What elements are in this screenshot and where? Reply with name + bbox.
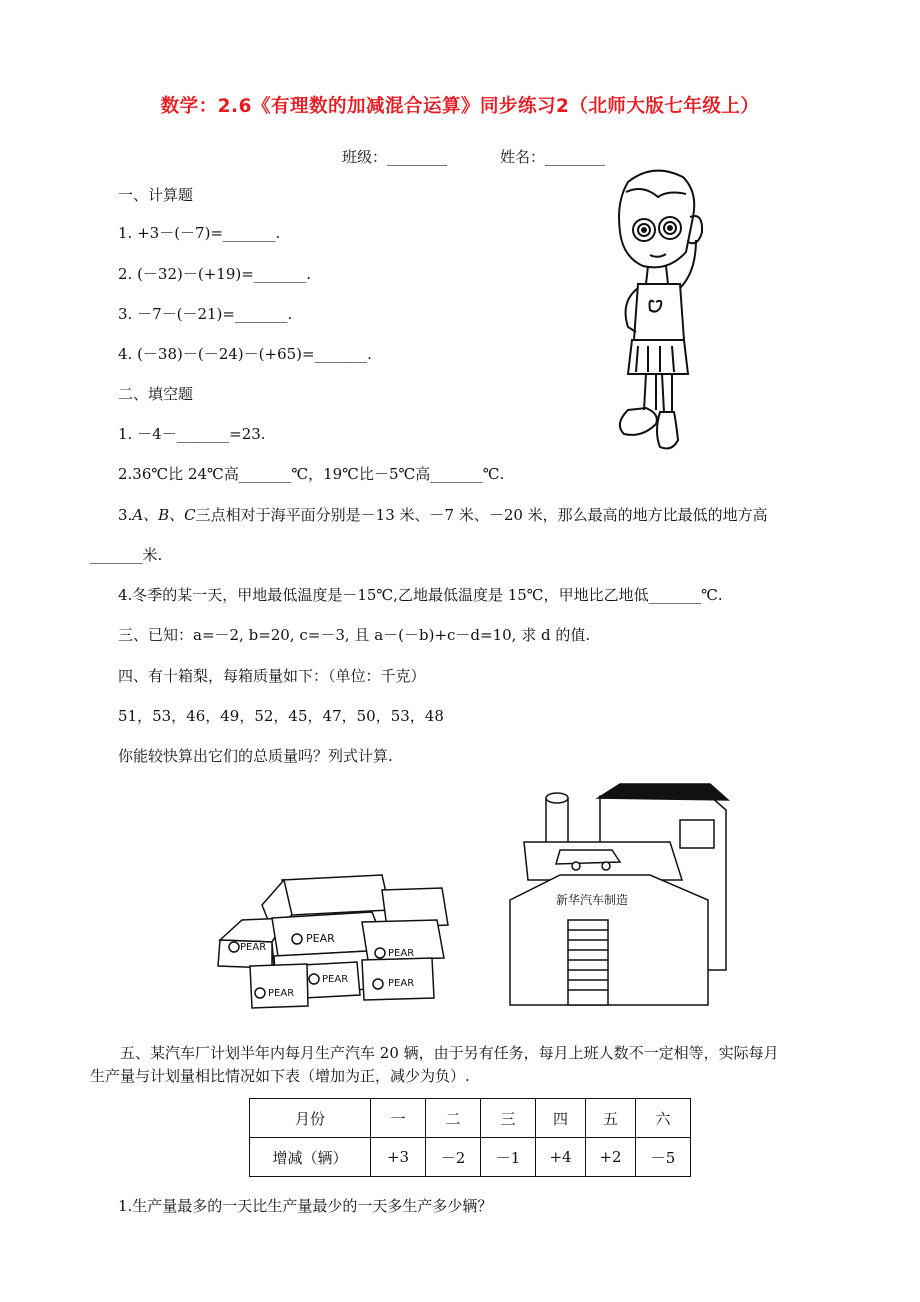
section-4-heading: 四、有十箱梨，每箱质量如下：（单位：千克） [118, 667, 426, 685]
pear-box-label: PEAR [240, 942, 267, 953]
table-value: +3 [371, 1138, 426, 1177]
table-month: 五 [586, 1099, 636, 1138]
table-month: 三 [481, 1099, 536, 1138]
table-value: －5 [636, 1138, 691, 1177]
table-month: 六 [636, 1099, 691, 1138]
table-value: －2 [426, 1138, 481, 1177]
section-4-question: 你能较快算出它们的总质量吗？列式计算. [118, 747, 393, 765]
section-5-heading: 五、某汽车厂计划半年内每月生产汽车 20 辆，由于另有任务，每月上班人数不一定相等，实际每月 [120, 1044, 779, 1062]
question-1-3: 3. －7－(－21)=_______. [118, 305, 293, 323]
question-1-4: 4. (－38)－(－24)－(+65)=_______. [118, 345, 372, 363]
girl-illustration [598, 162, 708, 462]
table-month: 四 [536, 1099, 586, 1138]
table-month: 二 [426, 1099, 481, 1138]
page-title: 数学：2.6《有理数的加减混合运算》同步练习2（北师大版七年级上） [160, 96, 760, 117]
section-5-question-1: 1.生产量最多的一天比生产量最少的一天多生产多少辆？ [118, 1197, 493, 1215]
question-2-2: 2.36℃比 24℃高_______℃，19℃比－5℃高_______℃. [118, 465, 505, 483]
pear-box-label: PEAR [388, 978, 415, 989]
pear-boxes-illustration [212, 870, 462, 1010]
question-2-4: 4.冬季的某一天，甲地最低温度是－15℃,乙地最低温度是 15℃，甲地比乙地低_______℃. [118, 586, 723, 604]
factory-illustration [500, 780, 750, 1010]
question-2-3: 3.A、B、C三点相对于海平面分别是－13 米、－7 米、－20 米，那么最高的地方比最低的地方高 [118, 506, 768, 524]
table-row [250, 1099, 691, 1138]
section-2-heading: 二、填空题 [118, 385, 194, 403]
name-field: 姓名：________ [500, 148, 606, 166]
table-month: 一 [371, 1099, 426, 1138]
question-2-3-continued: _______米. [90, 546, 163, 564]
question-1-1: 1. +3－(－7)=_______. [118, 224, 281, 242]
class-field: 班级：________ [342, 148, 448, 166]
question-1-2: 2. (－32)－(+19)=_______. [118, 265, 312, 283]
points-label: A、B、C [132, 506, 196, 524]
question-2-1: 1. －4－_______=23. [118, 425, 266, 443]
table-header-label: 月份 [250, 1099, 371, 1138]
factory-sign: 新华汽车制造 [556, 893, 629, 907]
section-5-heading-continued: 生产量与计划量相比情况如下表（增加为正，减少为负）. [90, 1067, 470, 1085]
pear-weights: 51，53，46，49，52，45，47，50，53，48 [118, 707, 444, 725]
table-row [250, 1138, 691, 1177]
pear-box-label: PEAR [322, 974, 349, 985]
pear-box-label: PEAR [306, 932, 335, 945]
section-1-heading: 一、计算题 [118, 186, 194, 204]
pear-box-label: PEAR [388, 948, 415, 959]
production-table [249, 1098, 691, 1177]
pear-box-label: PEAR [268, 988, 295, 999]
section-3: 三、已知：a=－2, b=20, c=－3, 且 a－(－b)+c－d=10, 求 d 的值. [118, 626, 591, 644]
table-row-label: 增减（辆） [250, 1138, 371, 1177]
table-value: +2 [586, 1138, 636, 1177]
table-value: +4 [536, 1138, 586, 1177]
table-value: －1 [481, 1138, 536, 1177]
